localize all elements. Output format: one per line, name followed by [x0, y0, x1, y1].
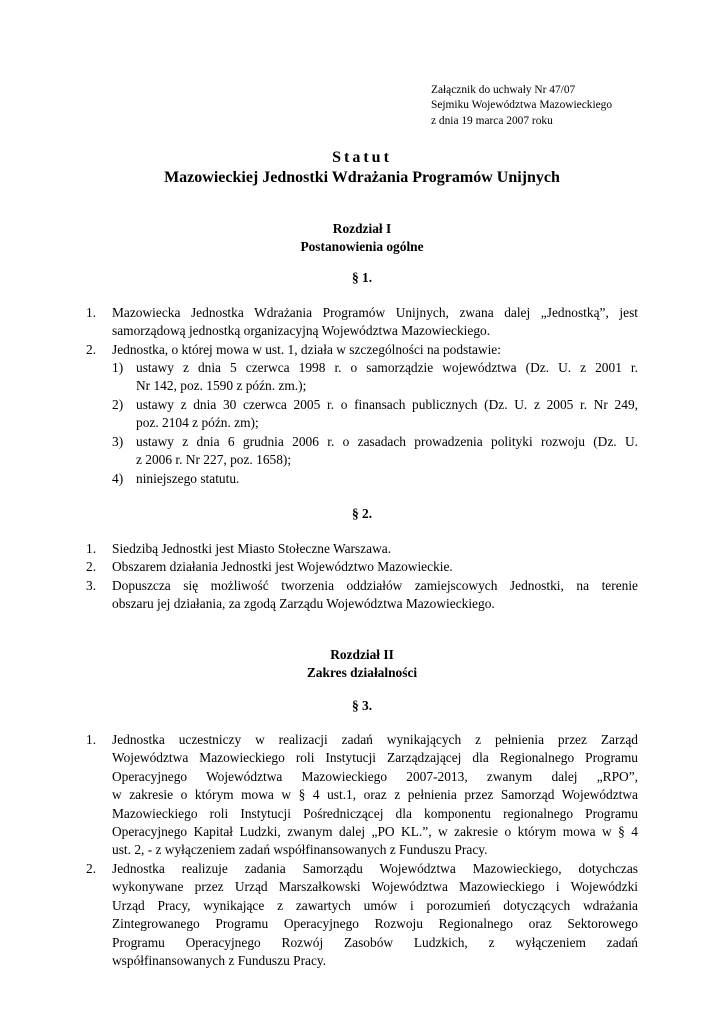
item-line: z 2006 r. Nr 227, poz. 1658); — [136, 452, 292, 468]
chapter-2-subheading: Zakres działalności — [306, 665, 418, 680]
item-line: Mazowieckiego roli Instytucji Pośredniczącej dla komponentu regionalnego Programu — [112, 805, 638, 821]
item-text — [112, 731, 638, 860]
annex-line-3: z dnia 19 marca 2007 roku — [431, 114, 553, 127]
item-text — [112, 304, 638, 341]
item-line: w zakresie o którym mowa w § 4 ust.1, oraz z pełnienia przez Samorząd Województwa — [112, 787, 638, 803]
document-subtitle: Mazowieckiej Jednostki Wdrażania Programów Unijnych — [164, 169, 560, 186]
item-line: Jednostka uczestniczy w realizacji zadań wynikających z pełnienia przez Zarząd — [112, 732, 638, 747]
section-2-mark: § 2. — [351, 506, 373, 521]
item-number: 3) — [112, 434, 124, 449]
item-text — [136, 470, 638, 488]
item-line: obszaru jej działania, za zgodą Zarządu Województwa Mazowieckiego. — [112, 596, 495, 612]
item-number: 2) — [112, 397, 124, 412]
document-title: Statut — [332, 149, 392, 166]
item-number: 1) — [112, 360, 124, 375]
item-text — [112, 540, 638, 558]
item-text — [112, 341, 638, 359]
item-text — [136, 359, 638, 396]
item-text — [136, 433, 638, 470]
item-line: Zintegrowanego Programu Operacyjnego Rozwoju Regionalnego oraz Sektorowego — [112, 916, 638, 932]
item-number: 4) — [112, 471, 124, 486]
item-line: Jednostka, o której mowa w ust. 1, działa w szczególności na podstawie: — [112, 342, 501, 357]
item-line: niniejszego statutu. — [136, 471, 240, 486]
item-text — [136, 396, 638, 433]
item-number: 2. — [86, 342, 97, 357]
item-line: Nr 142, poz. 1590 z późn. zm.); — [136, 378, 307, 394]
item-line: ust. 2, - z wyłączeniem zadań współfinansowanych z Funduszu Pracy. — [112, 842, 488, 858]
item-text — [112, 558, 638, 576]
chapter-1-heading: Rozdział I — [332, 221, 392, 236]
item-line: poz. 2104 z późn. zm); — [136, 415, 259, 431]
item-line: Mazowiecka Jednostka Wdrażania Programów Unijnych, zwana dalej „Jednostką”, jest — [112, 305, 638, 320]
item-number: 1. — [86, 305, 97, 320]
item-line: Województwa Mazowieckiego roli Instytucji Zarządzającej dla Regionalnego Programu — [112, 750, 638, 766]
item-line: Operacyjnego Województwa Mazowieckiego 2007-2013, zwanym dalej „RPO”, — [112, 768, 638, 784]
annex-note — [431, 83, 612, 129]
item-line: samorządową jednostką organizacyjną Województwa Mazowieckiego. — [112, 323, 491, 339]
item-text — [112, 860, 638, 970]
item-line: Programu Operacyjnego Rozwój Zasobów Ludzkich, z wyłączeniem zadań — [112, 934, 638, 950]
item-text — [112, 577, 638, 614]
item-line: Jednostka realizuje zadania Samorządu Województwa Mazowieckiego, dotychczas — [112, 861, 638, 876]
item-line: Dopuszcza się możliwość tworzenia oddziałów zamiejscowych Jednostki, na terenie — [112, 578, 638, 593]
item-line: Siedzibą Jednostki jest Miasto Stołeczne Warszawa. — [112, 541, 392, 556]
annex-line-2: Sejmiku Województwa Mazowieckiego — [431, 99, 613, 112]
item-number: 1. — [86, 732, 97, 747]
item-line: Urząd Pracy, wynikające z zawartych umów i porozumień dotyczących wdrażania — [112, 897, 638, 913]
item-line: ustawy z dnia 6 grudnia 2006 r. o zasadach prowadzenia polityki rozwoju (Dz. U. — [136, 434, 638, 449]
annex-line-1: Załącznik do uchwały Nr 47/07 — [431, 84, 576, 96]
section-1-mark: § 1. — [351, 270, 373, 285]
item-number: 2. — [86, 861, 97, 876]
item-number: 3. — [86, 578, 97, 593]
chapter-1-subheading: Postanowienia ogólne — [300, 239, 424, 254]
chapter-2-heading: Rozdział II — [330, 647, 394, 662]
item-line: ustawy z dnia 30 czerwca 2005 r. o finansach publicznych (Dz. U. z 2005 r. Nr 249, — [136, 397, 638, 412]
item-number: 1. — [86, 541, 97, 556]
item-line: wykonywane przez Urząd Marszałkowski Województwa Mazowieckiego i Wojewódzki — [112, 879, 638, 895]
item-line: współfinansowanych z Funduszu Pracy. — [112, 953, 327, 969]
item-line: Operacyjnego Kapitał Ludzki, zwanym dalej „PO KL.”, w zakresie o którym mowa w § 4 — [112, 824, 638, 840]
item-number: 2. — [86, 559, 97, 574]
section-3-mark: § 3. — [351, 698, 373, 713]
item-line: ustawy z dnia 5 czerwca 1998 r. o samorządzie województwa (Dz. U. z 2001 r. — [136, 360, 638, 375]
item-line: Obszarem działania Jednostki jest Województwo Mazowieckie. — [112, 559, 453, 574]
